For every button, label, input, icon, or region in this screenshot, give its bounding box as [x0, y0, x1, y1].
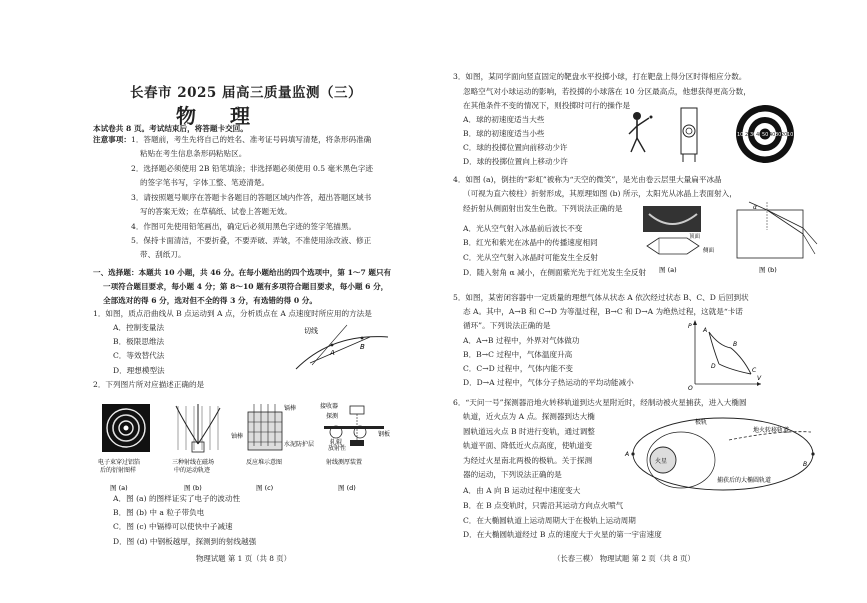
q6-line-2: 轨道，近火点为 A 点。探测器到达大椭	[463, 412, 595, 421]
q1-curve-figure	[292, 323, 392, 375]
q2-caption-a-2: 后的衍射图样	[100, 467, 137, 474]
q1-option-d: D．理想模型法	[113, 366, 165, 375]
section1-line-2: 一项符合题目要求，每小题 4 分；第 8～10 题有多项符合题目要求，每小题 6 分，	[103, 282, 389, 291]
q6-option-c: C．在大椭圆轨道上运动周期大于在极轨上运动周期	[463, 516, 636, 525]
q4-option-d: D．随入射角 α 减小，在侧面紫光先于红光发生全反射	[463, 268, 647, 277]
q6-line-4: 轨道平面、降低近火点高度，使轨道变	[463, 441, 593, 450]
q2-fig-d-label-detect: 探测	[326, 413, 339, 420]
q1-point-a: A	[330, 349, 335, 357]
q5-axis-p: P	[688, 323, 692, 330]
q2-option-d: D．图 (d) 中钢板越厚，探测到的射线越强	[113, 537, 257, 546]
section1-line-3: 全部选对的得 6 分，选对但不全的得 3 分，有选错的得 0 分。	[103, 296, 317, 305]
q3-line-1: 3．如图，某同学面向竖直固定的靶盘水平投掷小球，打在靶盘上得分区时得相应分数。	[453, 72, 747, 81]
q2-caption-b-2: 中的运动轨迹	[174, 467, 211, 474]
q4-figures	[641, 200, 819, 278]
q4-angle-alpha: α	[753, 204, 757, 211]
q3-score-7: 30	[775, 132, 782, 138]
note-4: 4．作图可先使用铅笔画出，确定后必须用黑色字迹的签字笔描黑。	[131, 222, 357, 231]
q2-fig-d-label-plate: 钢板	[378, 431, 391, 438]
notes-label: 注意事项：	[93, 135, 131, 144]
q3-score-5: 50	[762, 132, 769, 138]
q5-option-c: C．C→D 过程中，气体内能不变	[463, 364, 574, 373]
q5-point-a: A	[703, 327, 708, 334]
q4-label-top: 顶面	[689, 234, 701, 240]
q2-figures	[98, 398, 403, 496]
q3-option-a: A．球的初速度适当大些	[463, 115, 545, 124]
note-2: 2．选择题必须使用 2B 铅笔填涂；非选择题必须使用 0.5 毫米黑色字迹	[131, 164, 374, 173]
q3-score-2: 20	[745, 132, 752, 138]
q3-line-2: 忽略空气对小球运动的影响，若投掷的小球落在 10 分区最高点，他想获得更高分数，	[463, 87, 751, 96]
q6-point-b: B	[803, 461, 808, 468]
q2-label-a: 图 (a)	[110, 484, 128, 492]
q2-fig-d-label-roller: 轧辊	[330, 439, 343, 446]
q4-line-3: 经折射从侧面射出发生色散。下列说法正确的是	[463, 204, 623, 213]
q5-option-b: B．B→C 过程中，气体温度升高	[463, 350, 573, 359]
q2-label-c: 图 (c)	[256, 484, 274, 492]
q2-option-b: B．图 (b) 中 a 粒子带负电	[113, 508, 205, 517]
note-3-cont: 写的答案无效；在草稿纸、试卷上答题无效。	[140, 207, 292, 216]
q6-line-6: 器的运动，下列说法正确的是	[463, 470, 562, 479]
q6-line-1: 6．“天问一号”探测器沿地火转移轨道到达火星附近时，经制动被火星捕获，进入大椭圆	[453, 398, 747, 407]
q5-point-c: C	[752, 367, 757, 374]
q2-caption-d: 射线测厚装置	[326, 459, 363, 466]
q6-line-5: 为经过火星南北两极的极轨。关于探测	[463, 456, 593, 465]
q1-stem: 1．如图，质点沿曲线从 B 点运动到 A 点，分析质点在 A 点速度时所应用的方法是	[93, 309, 372, 318]
note-1: 1．答题前，考生先将自己的姓名、准考证号码填写清楚，将条形码准确	[131, 135, 372, 144]
q2-label-d: 图 (d)	[338, 484, 356, 492]
q3-score-1: 10	[737, 132, 744, 138]
q5-pv-diagram	[685, 318, 765, 390]
q6-option-a: A．由 A 向 B 运动过程中速度变大	[463, 486, 581, 495]
q3-option-c: C．球的投掷位置向前移动少许	[463, 143, 568, 152]
q6-label-transfer: 地火转移轨道	[753, 427, 790, 434]
q5-line-3: 循环”。下列说法正确的是	[463, 321, 551, 330]
footer-right: （长春三模） 物理试题 第 2 页（共 8 页）	[553, 554, 695, 563]
q5-point-b: B	[733, 341, 738, 348]
q3-target-figure	[623, 104, 813, 166]
q2-fig-c-label-shield: 水泥防护层	[284, 441, 315, 448]
exam-title: 长春市 2025 届高三质量监测（三）	[130, 85, 362, 101]
q1-option-a: A．控制变量法	[113, 323, 165, 332]
q5-point-d: D	[711, 363, 716, 370]
q6-label-captured: 捕获后的大椭圆轨道	[717, 477, 772, 484]
q2-option-c: C．图 (c) 中镉棒可以使快中子减速	[113, 522, 233, 531]
note-5-cont: 带、刮纸刀。	[140, 250, 186, 259]
q1-option-b: B．极限思维法	[113, 337, 165, 346]
q6-label-polar: 极轨	[695, 419, 708, 426]
q3-score-4: 40	[756, 132, 763, 138]
q2-fig-d-label-source: 放射性	[328, 445, 347, 452]
q3-line-3: 在其他条件不变的情况下，则投掷时可行的操作是	[463, 101, 631, 110]
q2-fig-b	[172, 404, 220, 492]
intro-line: 本试卷共 8 页。考试结束后，将答题卡交回。	[93, 124, 248, 133]
subject-title: 物理	[176, 104, 284, 128]
q2-stem: 2．下列图片所对应描述正确的是	[93, 380, 205, 389]
q2-fig-c-label-uranium: 铀棒	[231, 433, 244, 440]
q5-axis-v: V	[757, 375, 762, 382]
q2-fig-a	[98, 404, 150, 492]
q1-option-c: C．等效替代法	[113, 351, 165, 360]
q2-fig-c	[231, 404, 314, 492]
q6-option-d: D．在大椭圆轨道经过 B 点的速度大于火星的第一宇宙速度	[463, 530, 662, 539]
q6-orbit-figure	[619, 410, 815, 496]
q4-line-2: （可视为直六棱柱）折射形成，其原理如图 (b) 所示，太阳光从冰晶上表面射入，	[463, 189, 737, 198]
q3-option-d: D．球的投掷位置向上移动少许	[463, 157, 568, 166]
q2-fig-d	[320, 402, 390, 492]
q2-fig-c-label-rod: 镉棒	[284, 405, 297, 412]
q3-score-9: 10	[787, 132, 794, 138]
q4-label-side: 侧面	[703, 248, 715, 254]
page-2	[433, 0, 867, 603]
q4-label-b: 图 (b)	[759, 266, 777, 274]
q2-option-a: A．图 (a) 的图样证实了电子的波动性	[113, 494, 241, 503]
q5-option-d: D．D→A 过程中，气体分子热运动的平均动能减小	[463, 378, 634, 387]
q4-line-1: 4．如图 (a)，倒挂的“彩虹”被称为“天空的微笑”，是光由卷云层里大量扁平冰晶	[453, 175, 722, 184]
q4-option-a: A．光从空气射入冰晶前后波长不变	[463, 224, 583, 233]
note-2-cont: 的签字笔书写，字体工整、笔迹清楚。	[140, 178, 270, 187]
note-5: 5．保持卡面清洁，不要折叠，不要弄破、弄皱，不准使用涂改液、修正	[131, 236, 372, 245]
q5-line-2: 态 A。其中，A→B 和 C→D 为等温过程，B→C 和 D→A 为绝热过程，这就是“卡诺	[463, 307, 743, 316]
q2-label-b: 图 (b)	[184, 484, 202, 492]
q3-option-b: B．球的初速度适当小些	[463, 129, 545, 138]
q6-line-3: 圆轨道远火点 B 时进行变轨，通过调整	[463, 427, 595, 436]
q5-origin: O	[688, 385, 693, 390]
note-1-cont: 粘贴在考生信息条形码粘贴区。	[140, 149, 247, 158]
q2-caption-a-1: 电子束穿过铝箔	[98, 459, 141, 466]
q2-caption-c: 反应堆示意图	[246, 459, 283, 466]
q3-score-8: 20	[781, 132, 788, 138]
q2-fig-d-label-receiver: 接收器	[320, 403, 339, 410]
q4-label-a: 图 (a)	[659, 266, 677, 274]
q5-line-1: 5．如图，某密闭容器中一定质量的理想气体从状态 A 依次经过状态 B、C、D 后回到状	[453, 293, 749, 302]
note-3: 3．请按照题号顺序在答题卡各题目的答题区域内作答，超出答题区域书	[131, 193, 372, 202]
q1-point-b: B	[360, 343, 365, 351]
page-1	[0, 0, 433, 603]
q6-label-mars: 火星	[655, 458, 668, 465]
q6-point-a: A	[625, 451, 630, 458]
section1-line-1: 一、选择题：本题共 10 小题，共 46 分。在每小题给出的四个选项中，第 1～7 题只有	[93, 268, 392, 277]
footer-left: 物理试题 第 1 页（共 8 页）	[196, 554, 292, 563]
q4-option-b: B．红光和紫光在冰晶中的传播速度相同	[463, 238, 598, 247]
q6-option-b: B．在 B 点变轨时，只需沿其运动方向点火喷气	[463, 501, 624, 510]
q1-tangent-label: 切线	[304, 327, 318, 335]
q4-option-c: C．光从空气射入冰晶时可能发生全反射	[463, 253, 598, 262]
q3-score-3: 30	[750, 132, 757, 138]
q5-option-a: A．A→B 过程中，外界对气体做功	[463, 336, 580, 345]
q2-caption-b-1: 三种射线在磁场	[172, 459, 215, 466]
q3-score-6: 40	[769, 132, 776, 138]
